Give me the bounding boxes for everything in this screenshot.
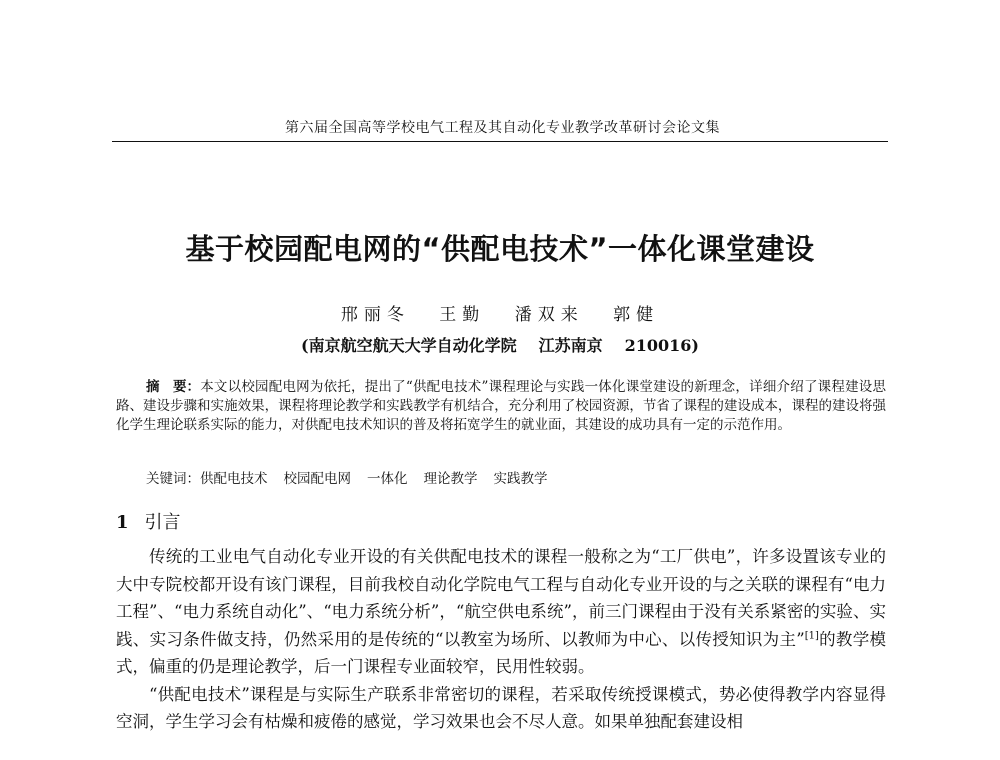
keyword: 实践教学 xyxy=(493,471,548,487)
body-paragraph xyxy=(116,681,886,736)
paragraph-text: 传统的工业电气自动化专业开设的有关供配电技术的课程一般称之为“工厂供电”，许多设置该专业的大中专院校都开设有该门课程，目前我校自动化学院电气工程与自动化专业开设的与之关联的课程有“电力工程”、“电力系统自动化”、“电力系统分析”，“航空供电系统”，前三门课程由于没有关系紧密的实验、实践、实习条件做支持，仍然采用的是传统的“以教室为场所、以教师为中心、以传授知识为主” xyxy=(116,547,886,649)
section-title: 引言 xyxy=(144,512,181,533)
author-name: 邢丽冬 xyxy=(340,305,410,325)
keyword: 一体化 xyxy=(367,471,408,487)
keywords-label: 关键词： xyxy=(146,471,200,487)
header-rule xyxy=(112,141,888,142)
running-header: 第六届全国高等学校电气工程及其自动化专业教学改革研讨会论文集 xyxy=(285,120,720,136)
body-text xyxy=(116,543,886,736)
abstract xyxy=(116,378,886,435)
keyword: 理论教学 xyxy=(423,471,478,487)
author-name: 王勤 xyxy=(439,305,486,325)
abstract-text: 本文以校园配电网为依托，提出了“供配电技术”课程理论与实践一体化课堂建设的新理念，详细介绍了课程建设思路、建设步骤和实施效果，课程将理论教学和实践教学有机结合，充分利用了校园资源，节省了课程的建设成本，课程的建设将强化学生理论联系实际的能力，对供配电技术知识的普及将拓宽学生的就业面，其建设的成功具有一定的示范作用。 xyxy=(116,379,886,433)
affiliation-location: 江苏南京 xyxy=(538,336,603,355)
keywords xyxy=(146,467,564,487)
author-name: 郭健 xyxy=(613,305,660,325)
body-paragraph xyxy=(116,543,886,681)
affiliation xyxy=(0,333,1000,356)
paper-title: 基于校园配电网的“供配电技术”一体化课堂建设 xyxy=(185,232,815,266)
affiliation-institution: (南京航空航天大学自动化学院 xyxy=(301,336,517,355)
citation-marker[interactable]: [1] xyxy=(804,630,819,641)
author-list xyxy=(0,300,1000,325)
author-name: 潘双来 xyxy=(514,305,584,325)
section-heading xyxy=(116,508,181,534)
paragraph-text: 的教学模式，偏重的仍是理论教学，后一门课程专业面较窄，民用性较弱。 xyxy=(116,629,887,676)
section-number: 1 xyxy=(116,512,129,533)
keyword: 校园配电网 xyxy=(283,471,351,487)
affiliation-postcode: 210016) xyxy=(624,336,699,355)
abstract-label: 摘 要： xyxy=(146,379,200,395)
keyword: 供配电技术 xyxy=(200,471,268,487)
paragraph-text: “供配电技术”课程是与实际生产联系非常密切的课程，若采取传统授课模式，势必使得教学内容显得空洞，学生学习会有枯燥和疲倦的感觉，学习效果也会不尽人意。如果单独配套建设相 xyxy=(116,684,886,731)
